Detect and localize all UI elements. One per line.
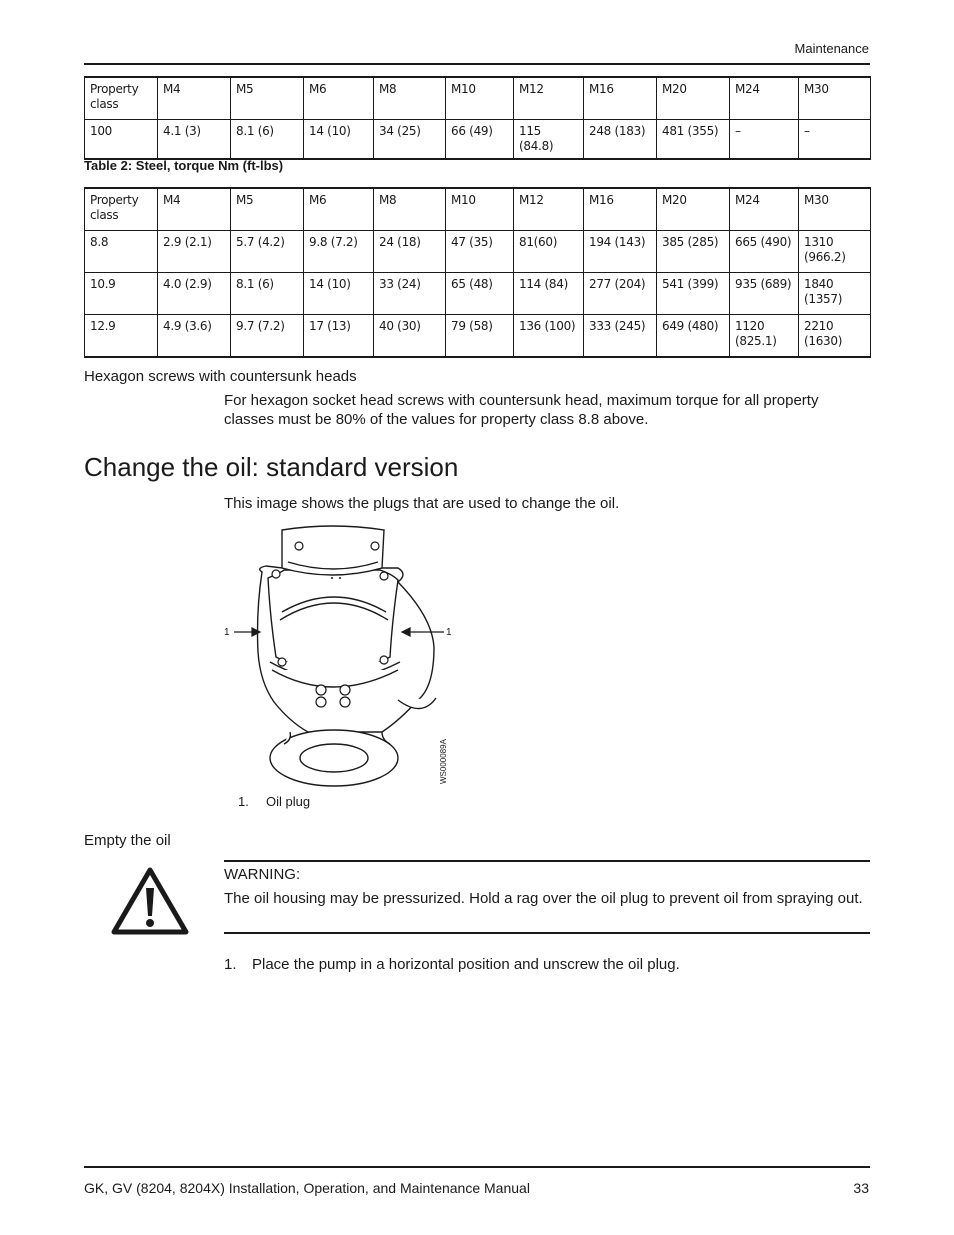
column-header: M4 — [158, 77, 231, 120]
warning-top-rule — [224, 860, 870, 862]
warning-triangle-icon — [110, 866, 190, 936]
column-header: M12 — [514, 77, 584, 120]
table-row — [85, 231, 871, 273]
column-header: M8 — [374, 188, 446, 231]
table-cell: 136 (100) — [514, 315, 584, 358]
table-cell: 8.8 — [85, 231, 158, 273]
table-cell: 1840 (1357) — [799, 273, 871, 315]
table-cell: 9.8 (7.2) — [304, 231, 374, 273]
column-header: M16 — [584, 188, 657, 231]
column-header: M16 — [584, 77, 657, 120]
table-cell: 100 — [85, 120, 158, 160]
table-cell: 34 (25) — [374, 120, 446, 160]
table-cell: 40 (30) — [374, 315, 446, 358]
column-header: M6 — [304, 188, 374, 231]
countersunk-heading: Hexagon screws with countersunk heads — [84, 368, 357, 385]
table-cell: 115 (84.8) — [514, 120, 584, 160]
table-cell: 1310 (966.2) — [799, 231, 871, 273]
warning-text: The oil housing may be pressurized. Hold a rag over the oil plug to prevent oil from spraying out. — [224, 890, 863, 907]
table-cell: 2.9 (2.1) — [158, 231, 231, 273]
table-cell: 8.1 (6) — [231, 120, 304, 160]
table-cell: 65 (48) — [446, 273, 514, 315]
table-cell: 665 (490) — [730, 231, 799, 273]
column-header: M5 — [231, 77, 304, 120]
table-row — [85, 315, 871, 358]
table-cell: 2210 (1630) — [799, 315, 871, 358]
section-intro: This image shows the plugs that are used to change the oil. — [224, 495, 620, 512]
empty-oil-heading: Empty the oil — [84, 832, 171, 849]
torque-table-2 — [84, 187, 871, 358]
header-rule — [84, 63, 870, 65]
column-header: M24 — [730, 77, 799, 120]
table-row — [85, 120, 871, 160]
column-header: Property class — [85, 77, 158, 120]
step-text: Place the pump in a horizontal position and unscrew the oil plug. — [252, 956, 680, 973]
figure-code: WS000089A — [439, 739, 448, 784]
table-cell: 333 (245) — [584, 315, 657, 358]
table-cell: 10.9 — [85, 273, 158, 315]
table-cell: 649 (480) — [657, 315, 730, 358]
table-cell: 66 (49) — [446, 120, 514, 160]
table-cell: 47 (35) — [446, 231, 514, 273]
running-header: Maintenance — [794, 41, 869, 56]
table-row — [85, 273, 871, 315]
column-header: M30 — [799, 77, 871, 120]
column-header: M4 — [158, 188, 231, 231]
torque-table-1 — [84, 76, 871, 160]
countersunk-text: For hexagon socket head screws with countersunk head, maximum torque for all property classes must be 80% of the values for property class 8.8 above. — [224, 392, 819, 428]
table-cell: 1120 (825.1) — [730, 315, 799, 358]
warning-title: WARNING: — [224, 866, 301, 883]
table-cell: 4.1 (3) — [158, 120, 231, 160]
table-cell: 79 (58) — [446, 315, 514, 358]
callout-number-right: 1 — [446, 627, 452, 638]
table-cell: 24 (18) — [374, 231, 446, 273]
footer-rule — [84, 1166, 870, 1168]
table-header-row — [85, 188, 871, 231]
column-header: M12 — [514, 188, 584, 231]
column-header: M20 — [657, 188, 730, 231]
table-cell: 5.7 (4.2) — [231, 231, 304, 273]
pump-oil-plug-figure — [222, 522, 462, 792]
column-header: M20 — [657, 77, 730, 120]
procedure-step — [224, 956, 680, 973]
pump-drawing — [222, 522, 462, 792]
table-cell: 114 (84) — [514, 273, 584, 315]
figure-legend — [238, 794, 310, 809]
callout-number-left: 1 — [224, 627, 230, 638]
table-cell: 4.0 (2.9) — [158, 273, 231, 315]
column-header: M24 — [730, 188, 799, 231]
column-header: M10 — [446, 77, 514, 120]
column-header: M5 — [231, 188, 304, 231]
table-cell: 8.1 (6) — [231, 273, 304, 315]
table-cell: 4.9 (3.6) — [158, 315, 231, 358]
column-header: M10 — [446, 188, 514, 231]
table-header-row — [85, 77, 871, 120]
column-header: Property class — [85, 188, 158, 231]
warning-bottom-rule — [224, 932, 870, 934]
column-header: M8 — [374, 77, 446, 120]
step-number: 1. — [224, 956, 237, 973]
table-cell: 14 (10) — [304, 273, 374, 315]
legend-number: 1. — [238, 794, 249, 809]
table-cell: 481 (355) — [657, 120, 730, 160]
table-cell: 81(60) — [514, 231, 584, 273]
table-caption: Table 2: Steel, torque Nm (ft-lbs) — [84, 158, 284, 173]
footer-manual-title: GK, GV (8204, 8204X) Installation, Operation, and Maintenance Manual — [84, 1180, 530, 1196]
table-cell: 12.9 — [85, 315, 158, 358]
column-header: M30 — [799, 188, 871, 231]
legend-label: Oil plug — [266, 794, 311, 809]
table-cell: 14 (10) — [304, 120, 374, 160]
table-cell: 541 (399) — [657, 273, 730, 315]
table-cell: 194 (143) — [584, 231, 657, 273]
table-cell: 9.7 (7.2) — [231, 315, 304, 358]
table-cell: – — [799, 120, 871, 160]
page-number: 33 — [853, 1180, 869, 1196]
table-cell: 33 (24) — [374, 273, 446, 315]
table-cell: – — [730, 120, 799, 160]
table-cell: 17 (13) — [304, 315, 374, 358]
table-cell: 385 (285) — [657, 231, 730, 273]
table-cell: 277 (204) — [584, 273, 657, 315]
table-cell: 248 (183) — [584, 120, 657, 160]
column-header: M6 — [304, 77, 374, 120]
table-cell: 935 (689) — [730, 273, 799, 315]
section-title: Change the oil: standard version — [84, 452, 459, 482]
